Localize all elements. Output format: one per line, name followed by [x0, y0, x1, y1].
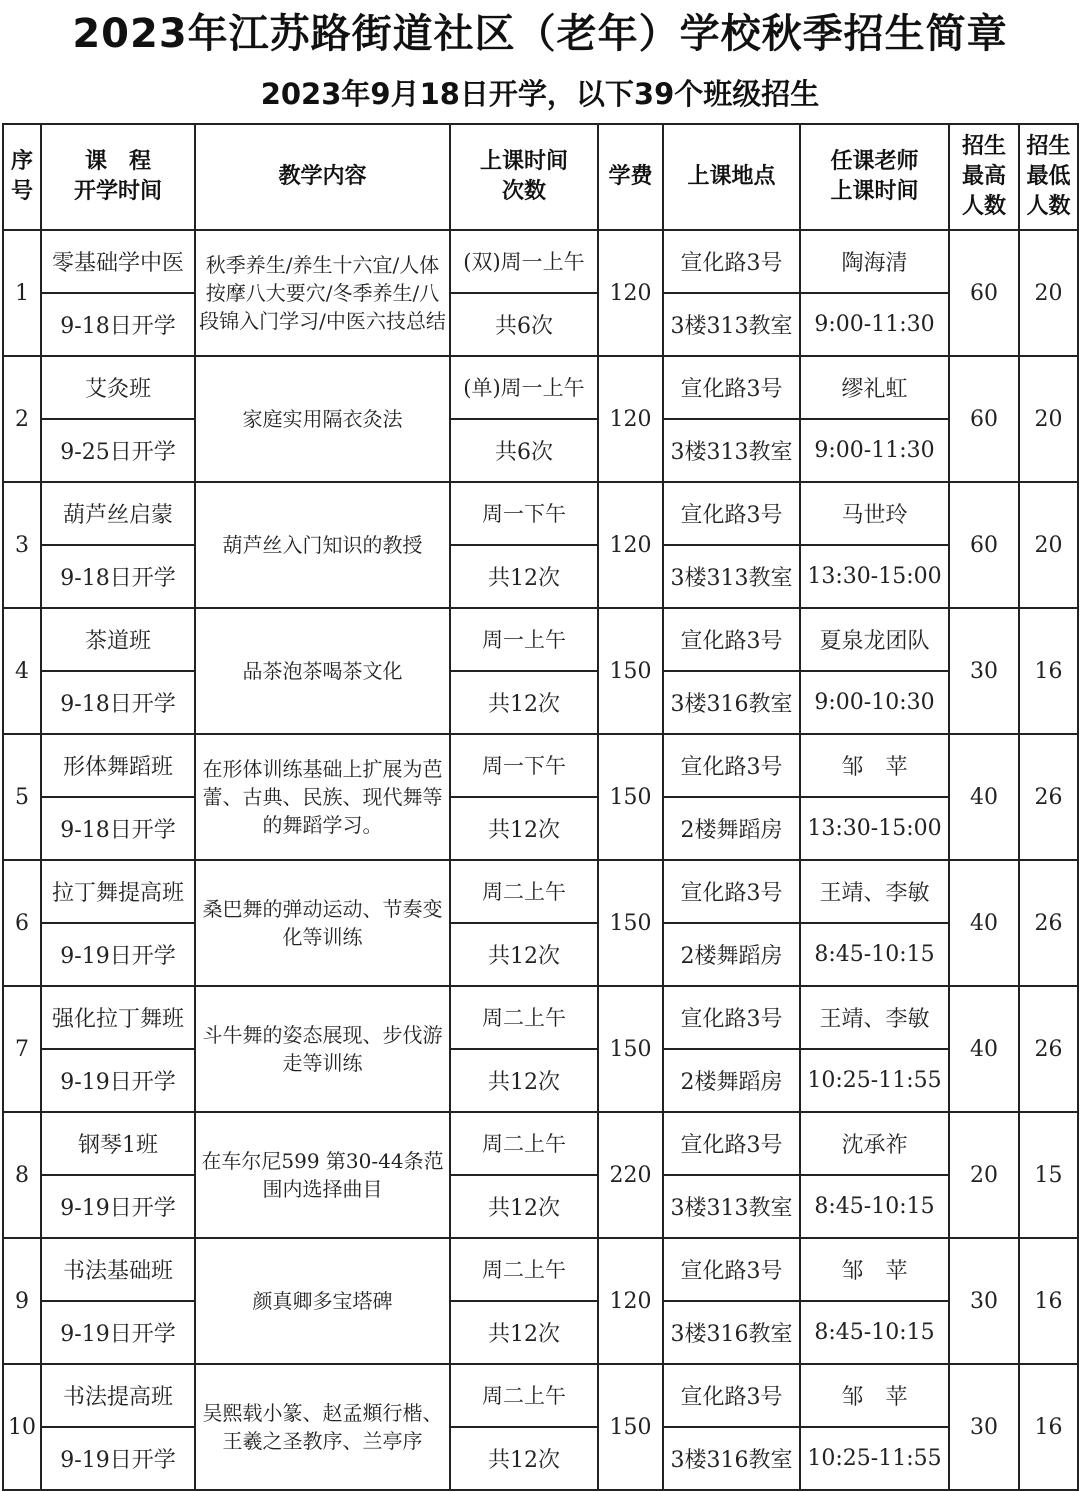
header-content: 教学内容 — [195, 124, 450, 230]
min-enrollment: 20 — [1019, 230, 1078, 356]
row-number: 9 — [3, 1238, 41, 1364]
teacher-name: 夏泉龙团队 — [800, 608, 949, 671]
row-number: 1 — [3, 230, 41, 356]
max-enrollment: 40 — [949, 734, 1019, 860]
teacher-name: 陶海清 — [800, 230, 949, 293]
course-fee: 120 — [598, 356, 663, 482]
course-fee: 120 — [598, 482, 663, 608]
class-day: 周二上午 — [450, 860, 598, 923]
course-content: 家庭实用隔衣灸法 — [195, 356, 450, 482]
min-enrollment: 26 — [1019, 860, 1078, 986]
session-count: 共12次 — [450, 1049, 598, 1112]
course-content: 桑巴舞的弹动运动、节奏变化等训练 — [195, 860, 450, 986]
max-enrollment: 60 — [949, 356, 1019, 482]
class-hours: 10:25-11:55 — [800, 1049, 949, 1112]
class-address: 宣化路3号 — [663, 608, 800, 671]
header-fee: 学费 — [598, 124, 663, 230]
table-row — [3, 356, 1078, 419]
start-date: 9-19日开学 — [41, 1427, 195, 1490]
max-enrollment: 60 — [949, 482, 1019, 608]
class-hours: 8:45-10:15 — [800, 923, 949, 986]
session-count: 共12次 — [450, 923, 598, 986]
teacher-name: 邹 苹 — [800, 734, 949, 797]
class-address: 宣化路3号 — [663, 734, 800, 797]
table-row — [3, 734, 1078, 797]
course-content: 品茶泡茶喝茶文化 — [195, 608, 450, 734]
table-row — [3, 545, 1078, 608]
start-date: 9-19日开学 — [41, 1049, 195, 1112]
start-date: 9-19日开学 — [41, 923, 195, 986]
table-row — [3, 1238, 1078, 1301]
course-name: 艾灸班 — [41, 356, 195, 419]
course-content: 斗牛舞的姿态展现、步伐游走等训练 — [195, 986, 450, 1112]
class-day: 周一上午 — [450, 608, 598, 671]
min-enrollment: 16 — [1019, 608, 1078, 734]
min-enrollment: 15 — [1019, 1112, 1078, 1238]
class-address: 宣化路3号 — [663, 1364, 800, 1427]
session-count: 共12次 — [450, 1427, 598, 1490]
min-enrollment: 20 — [1019, 356, 1078, 482]
session-count: 共12次 — [450, 671, 598, 734]
course-content: 秋季养生/养生十六宜/人体按摩八大要穴/冬季养生/八段锦入门学习/中医六技总结 — [195, 230, 450, 356]
class-hours: 8:45-10:15 — [800, 1301, 949, 1364]
class-room: 2楼舞蹈房 — [663, 797, 800, 860]
table-header-row — [3, 124, 1078, 230]
class-room: 2楼舞蹈房 — [663, 1049, 800, 1112]
teacher-name: 邹 苹 — [800, 1364, 949, 1427]
class-room: 3楼313教室 — [663, 545, 800, 608]
course-fee: 220 — [598, 1112, 663, 1238]
session-count: 共12次 — [450, 1301, 598, 1364]
row-number: 10 — [3, 1364, 41, 1490]
min-enrollment: 26 — [1019, 986, 1078, 1112]
table-row — [3, 797, 1078, 860]
class-address: 宣化路3号 — [663, 1238, 800, 1301]
table-row — [3, 986, 1078, 1049]
session-count: 共12次 — [450, 797, 598, 860]
class-hours: 8:45-10:15 — [800, 1175, 949, 1238]
session-count: 共6次 — [450, 293, 598, 356]
start-date: 9-18日开学 — [41, 671, 195, 734]
teacher-name: 缪礼虹 — [800, 356, 949, 419]
header-location: 上课地点 — [663, 124, 800, 230]
class-day: 周二上午 — [450, 1364, 598, 1427]
class-address: 宣化路3号 — [663, 230, 800, 293]
course-name: 葫芦丝启蒙 — [41, 482, 195, 545]
min-enrollment: 26 — [1019, 734, 1078, 860]
teacher-name: 沈承祚 — [800, 1112, 949, 1175]
max-enrollment: 40 — [949, 860, 1019, 986]
header-max: 招生 最高 人数 — [949, 124, 1019, 230]
class-hours: 13:30-15:00 — [800, 545, 949, 608]
min-enrollment: 16 — [1019, 1238, 1078, 1364]
course-fee: 150 — [598, 986, 663, 1112]
table-row — [3, 671, 1078, 734]
max-enrollment: 60 — [949, 230, 1019, 356]
course-content: 葫芦丝入门知识的教授 — [195, 482, 450, 608]
start-date: 9-18日开学 — [41, 545, 195, 608]
class-room: 3楼316教室 — [663, 671, 800, 734]
table-row — [3, 608, 1078, 671]
table-row — [3, 860, 1078, 923]
table-row — [3, 293, 1078, 356]
course-name: 强化拉丁舞班 — [41, 986, 195, 1049]
session-count: 共12次 — [450, 1175, 598, 1238]
table-row — [3, 1112, 1078, 1175]
course-name: 钢琴1班 — [41, 1112, 195, 1175]
max-enrollment: 30 — [949, 1364, 1019, 1490]
table-row — [3, 923, 1078, 986]
row-number: 7 — [3, 986, 41, 1112]
class-day: 周二上午 — [450, 1112, 598, 1175]
course-name: 书法基础班 — [41, 1238, 195, 1301]
table-row — [3, 1175, 1078, 1238]
class-room: 3楼313教室 — [663, 419, 800, 482]
min-enrollment: 16 — [1019, 1364, 1078, 1490]
class-address: 宣化路3号 — [663, 482, 800, 545]
course-fee: 150 — [598, 1364, 663, 1490]
course-fee: 150 — [598, 608, 663, 734]
session-count: 共12次 — [450, 545, 598, 608]
class-day: 周一下午 — [450, 482, 598, 545]
max-enrollment: 30 — [949, 1238, 1019, 1364]
class-day: (双)周一上午 — [450, 230, 598, 293]
table-row — [3, 1049, 1078, 1112]
table-row — [3, 482, 1078, 545]
max-enrollment: 40 — [949, 986, 1019, 1112]
start-date: 9-19日开学 — [41, 1175, 195, 1238]
page-subtitle: 2023年9月18日开学，以下39个班级招生 — [260, 77, 820, 111]
class-room: 3楼313教室 — [663, 293, 800, 356]
table-row — [3, 1427, 1078, 1490]
max-enrollment: 20 — [949, 1112, 1019, 1238]
class-room: 2楼舞蹈房 — [663, 923, 800, 986]
course-fee: 120 — [598, 230, 663, 356]
class-room: 3楼316教室 — [663, 1301, 800, 1364]
row-number: 4 — [3, 608, 41, 734]
course-content: 在车尔尼599 第30-44条范围内选择曲目 — [195, 1112, 450, 1238]
class-day: 周一下午 — [450, 734, 598, 797]
course-name: 茶道班 — [41, 608, 195, 671]
row-number: 5 — [3, 734, 41, 860]
start-date: 9-25日开学 — [41, 419, 195, 482]
course-name: 形体舞蹈班 — [41, 734, 195, 797]
start-date: 9-18日开学 — [41, 797, 195, 860]
class-hours: 10:25-11:55 — [800, 1427, 949, 1490]
header-seq: 序 号 — [3, 124, 41, 230]
row-number: 2 — [3, 356, 41, 482]
header-schedule: 上课时间 次数 — [450, 124, 598, 230]
course-fee: 150 — [598, 734, 663, 860]
header-course: 课 程 开学时间 — [41, 124, 195, 230]
course-name: 零基础学中医 — [41, 230, 195, 293]
course-content: 颜真卿多宝塔碑 — [195, 1238, 450, 1364]
course-name: 书法提高班 — [41, 1364, 195, 1427]
class-address: 宣化路3号 — [663, 986, 800, 1049]
class-room: 3楼313教室 — [663, 1175, 800, 1238]
table-row — [3, 230, 1078, 293]
page-title: 2023年江苏路街道社区（老年）学校秋季招生简章 — [72, 11, 1008, 57]
course-content: 吴熙载小篆、赵孟頫行楷、王羲之圣教序、兰亭序 — [195, 1364, 450, 1490]
class-hours: 9:00-11:30 — [800, 293, 949, 356]
enrollment-table — [2, 123, 1079, 1491]
table-row — [3, 1364, 1078, 1427]
course-fee: 120 — [598, 1238, 663, 1364]
class-day: (单)周一上午 — [450, 356, 598, 419]
course-name: 拉丁舞提高班 — [41, 860, 195, 923]
start-date: 9-18日开学 — [41, 293, 195, 356]
class-room: 3楼316教室 — [663, 1427, 800, 1490]
header-min: 招生 最低 人数 — [1019, 124, 1078, 230]
class-hours: 9:00-10:30 — [800, 671, 949, 734]
header-teacher: 任课老师 上课时间 — [800, 124, 949, 230]
class-day: 周二上午 — [450, 986, 598, 1049]
class-address: 宣化路3号 — [663, 356, 800, 419]
table-row — [3, 419, 1078, 482]
start-date: 9-19日开学 — [41, 1301, 195, 1364]
row-number: 6 — [3, 860, 41, 986]
course-content: 在形体训练基础上扩展为芭蕾、古典、民族、现代舞等的舞蹈学习。 — [195, 734, 450, 860]
row-number: 3 — [3, 482, 41, 608]
max-enrollment: 30 — [949, 608, 1019, 734]
teacher-name: 邹 苹 — [800, 1238, 949, 1301]
teacher-name: 马世玲 — [800, 482, 949, 545]
class-day: 周二上午 — [450, 1238, 598, 1301]
session-count: 共6次 — [450, 419, 598, 482]
class-address: 宣化路3号 — [663, 860, 800, 923]
class-address: 宣化路3号 — [663, 1112, 800, 1175]
class-hours: 9:00-11:30 — [800, 419, 949, 482]
course-fee: 150 — [598, 860, 663, 986]
min-enrollment: 20 — [1019, 482, 1078, 608]
table-row — [3, 1301, 1078, 1364]
teacher-name: 王靖、李敏 — [800, 986, 949, 1049]
row-number: 8 — [3, 1112, 41, 1238]
teacher-name: 王靖、李敏 — [800, 860, 949, 923]
class-hours: 13:30-15:00 — [800, 797, 949, 860]
